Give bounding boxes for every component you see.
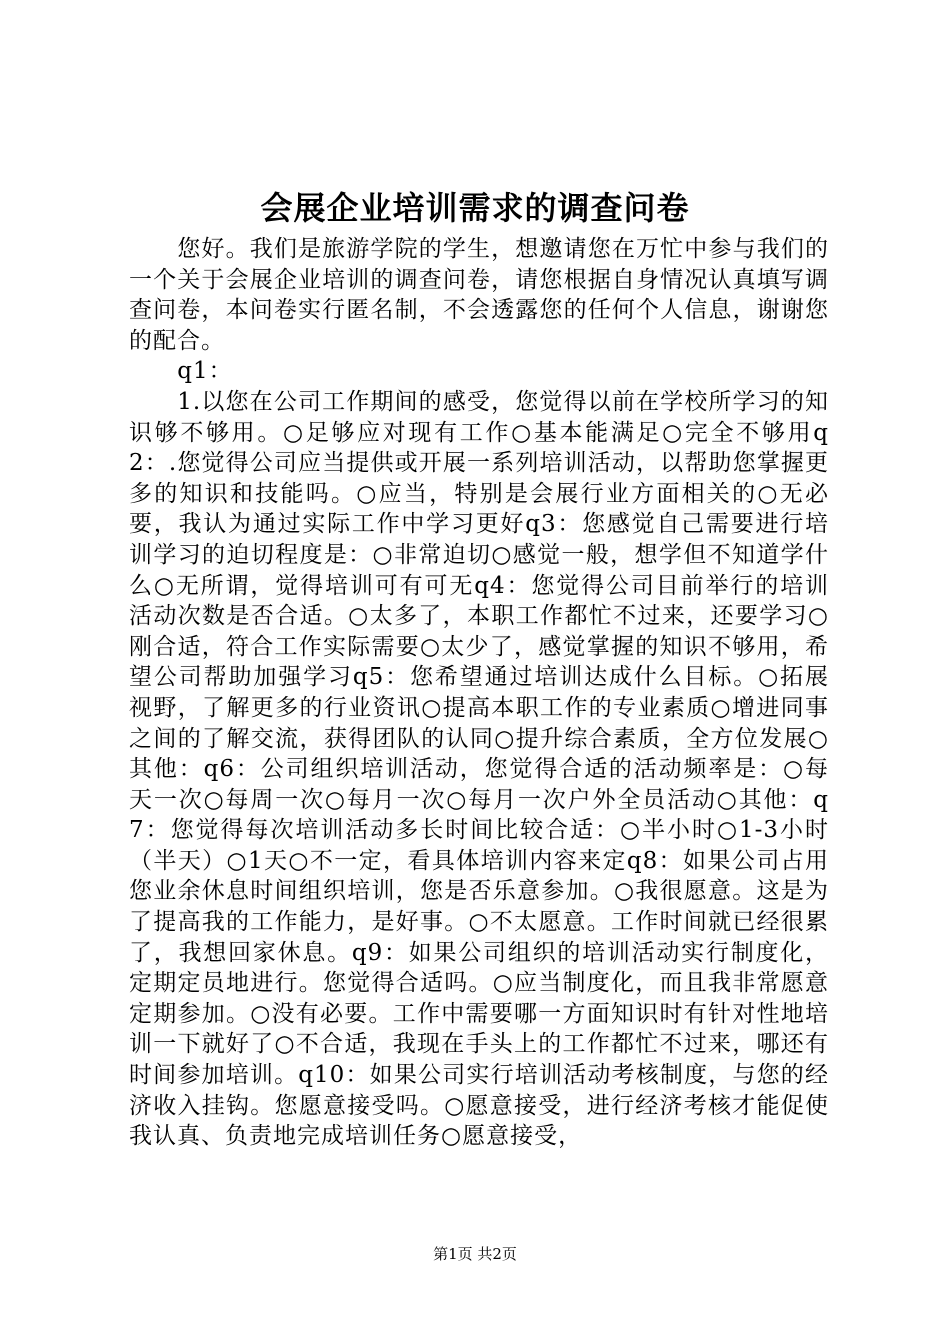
document-title: 会展企业培训需求的调查问卷	[260, 189, 690, 227]
intro-paragraph: 您好。我们是旅游学院的学生，想邀请您在万忙中参与我们的一个关于会展企业培训的调查问卷，请您根据自身情况认真填写调查问卷，本问卷实行匿名制，不会透露您的任何个人信息，谢谢您的配合。	[129, 236, 829, 354]
q1-heading: q1：	[177, 358, 233, 385]
document-body	[129, 234, 829, 1152]
page-number-footer: 第1页 共2页	[433, 1245, 517, 1263]
questions-paragraph: 1.以您在公司工作期间的感受，您觉得以前在学校所学习的知识够不够用。○足够应对现有工作○基本能满足○完全不够用q2：.您觉得公司应当提供或开展一系列培训活动，以帮助您掌握更多的知识和技能吗。○应当，特别是会展行业方面相关的○无必要，我认为通过实际工作中学习更好q3：您感觉自己需要进行培训学习的迫切程度是：○非常迫切○感觉一般，想学但不知道学什么○无所谓，觉得培训可有可无q4：您觉得公司目前举行的培训活动次数是否合适。○太多了，本职工作都忙不过来，还要学习○刚合适，符合工作实际需要○太少了，感觉掌握的知识不够用，希望公司帮助加强学习q5：您希望通过培训达成什么目标。○拓展视野，了解更多的行业资讯○提高本职工作的专业素质○增进同事之间的了解交流，获得团队的认同○提升综合素质，全方位发展○其他：q6：公司组织培训活动，您觉得合适的活动频率是：○每天一次○每周一次○每月一次○每月一次户外全员活动○其他：q7：您觉得每次培训活动多长时间比较合适：○半小时○1-3小时（半天）○1天○不一定，看具体培训内容来定q8：如果公司占用您业余休息时间组织培训，您是否乐意参加。○我很愿意。这是为了提高我的工作能力，是好事。○不太愿意。工作时间就已经很累了，我想回家休息。q9：如果公司组织的培训活动实行制度化，定期定员地进行。您觉得合适吗。○应当制度化，而且我非常愿意定期参加。○没有必要。工作中需要哪一方面知识时有针对性地培训一下就好了○不合适，我现在手头上的工作都忙不过来，哪还有时间参加培训。q10：如果公司实行培训活动考核制度，与您的经济收入挂钩。您愿意接受吗。○愿意接受，进行经济考核才能促使我认真、负责地完成培训任务○愿意接受，	[129, 388, 829, 1150]
